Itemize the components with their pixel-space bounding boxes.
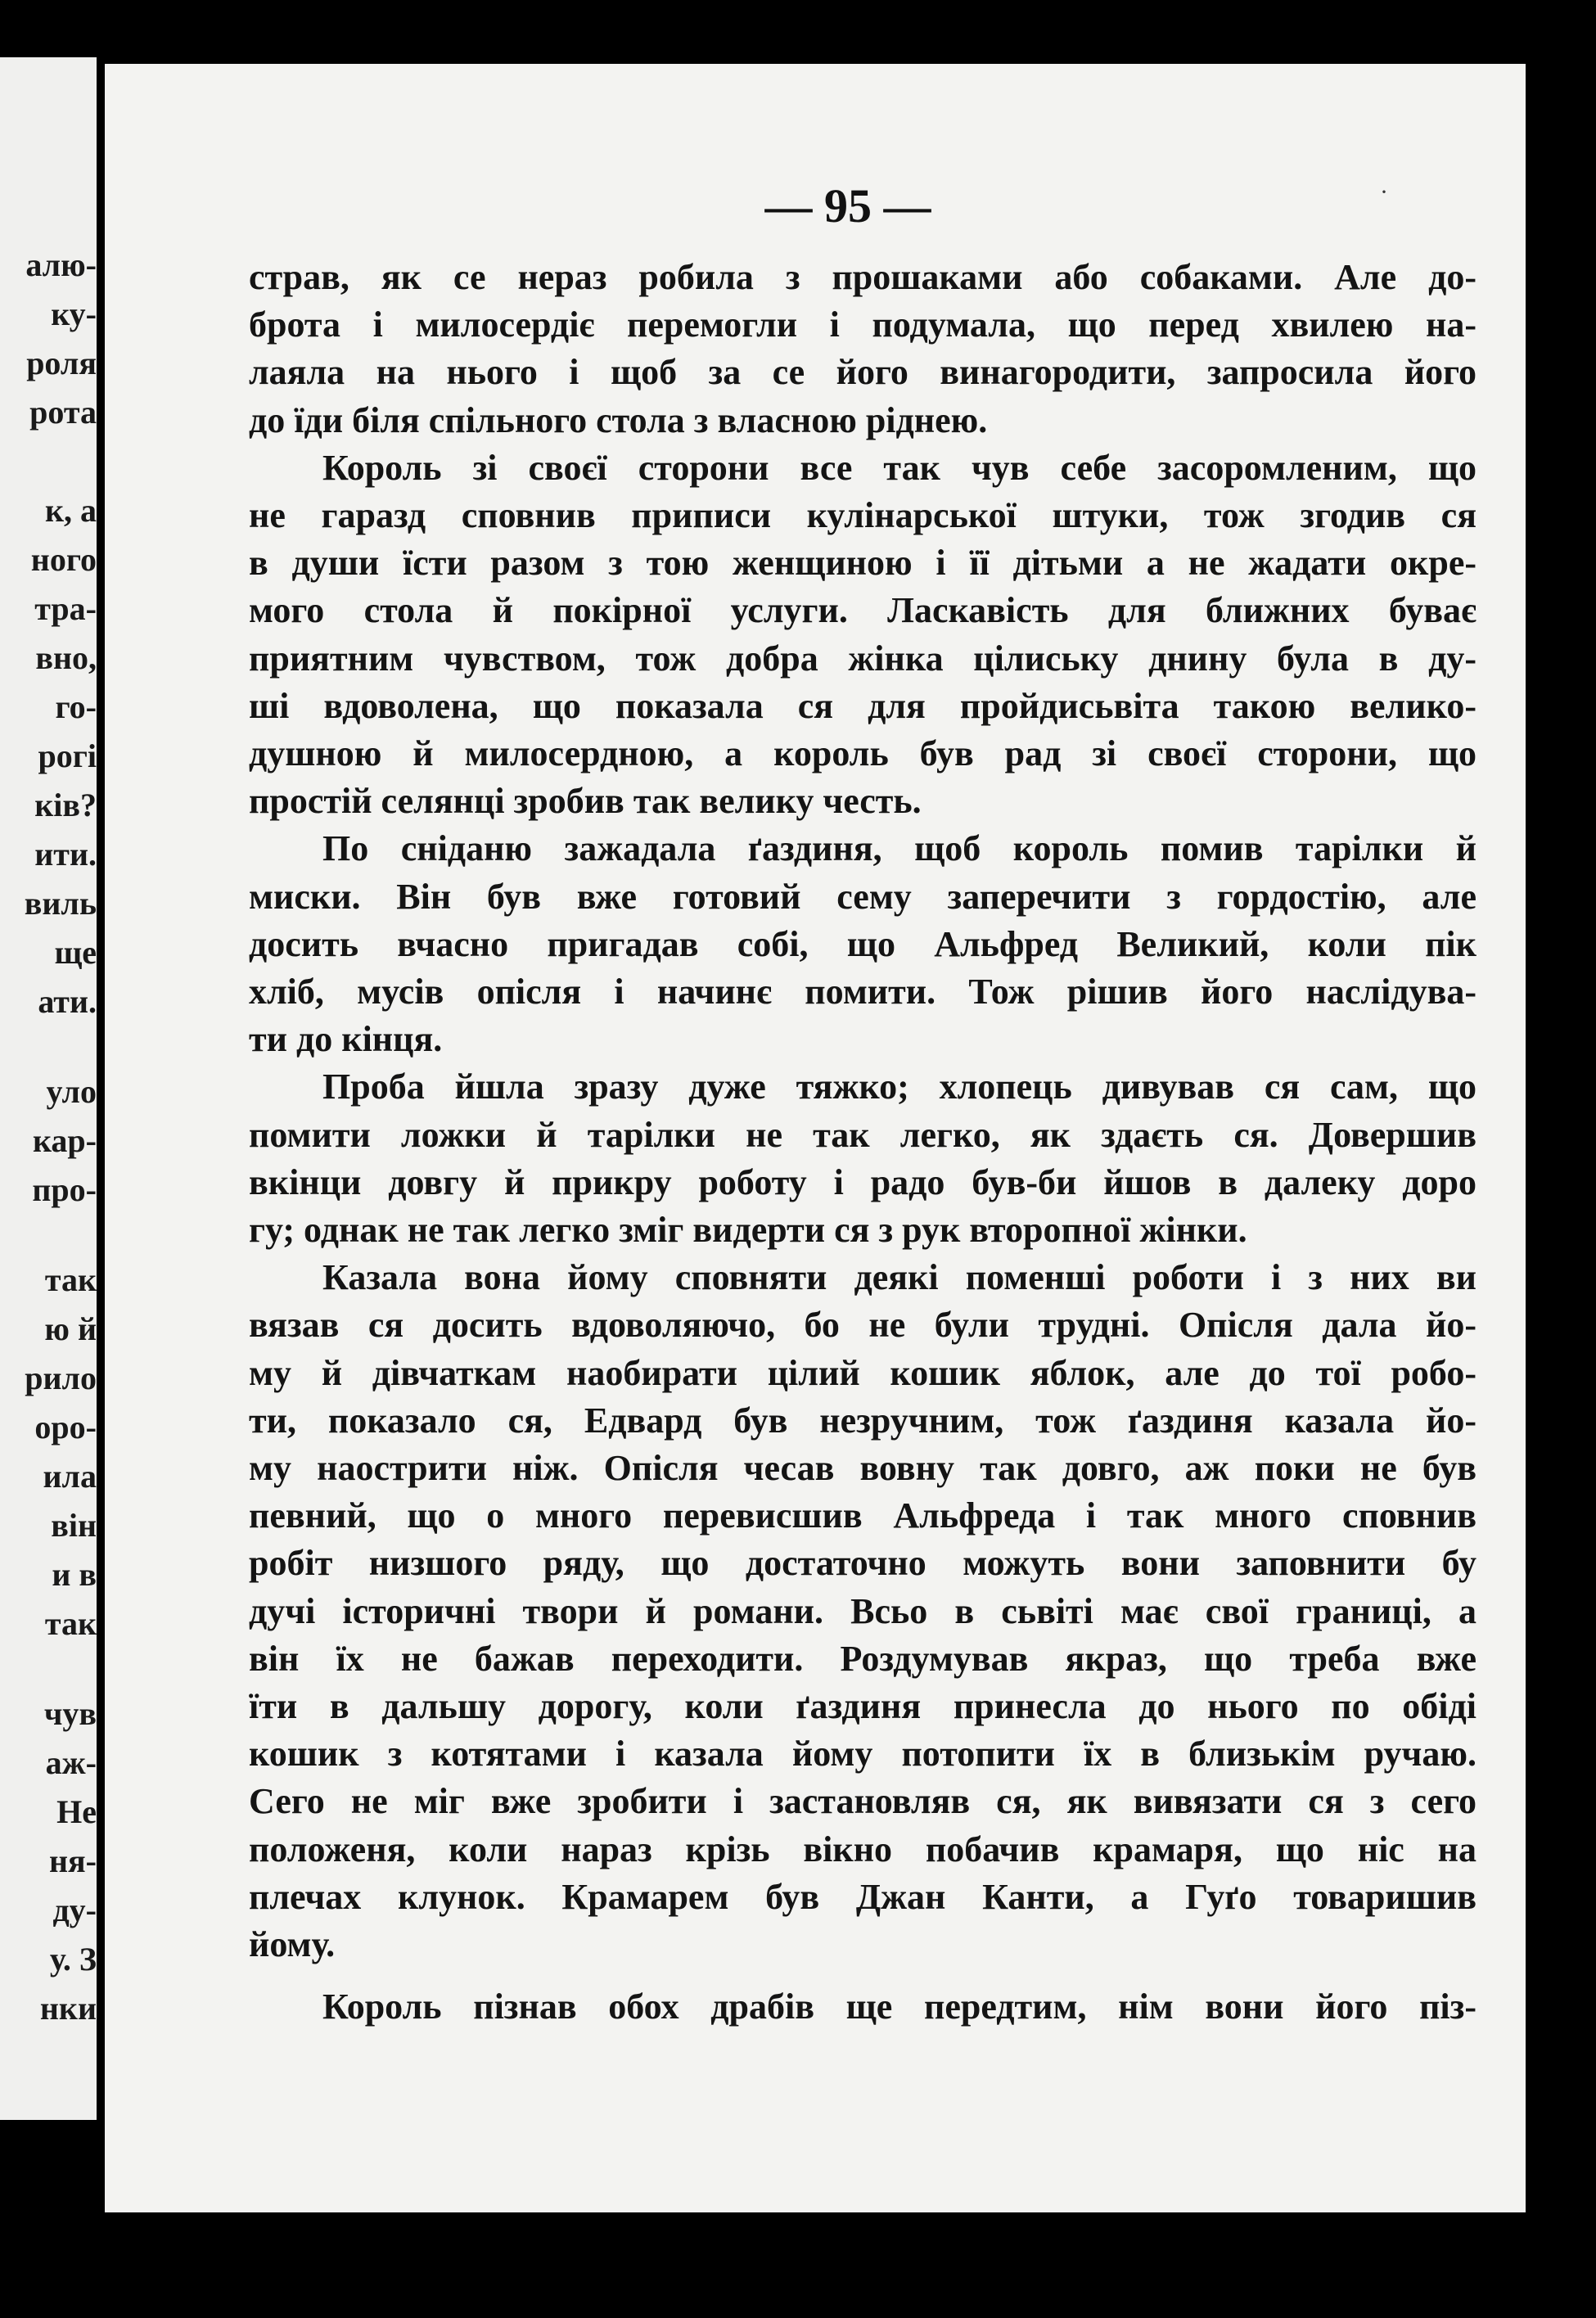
previous-page-fragment: рота <box>29 394 97 431</box>
previous-page-fragment: нки <box>39 1990 97 2027</box>
previous-page-fragment: у. З <box>49 1941 97 1978</box>
previous-page-fragment: кар- <box>32 1122 97 1159</box>
previous-page-edge <box>0 57 97 2120</box>
previous-page-fragment: чув <box>43 1695 97 1732</box>
previous-page-fragment: Не <box>56 1793 97 1830</box>
previous-page-fragment: він <box>51 1507 97 1544</box>
text-line: дучі історичні твори й романи. Всьо в сьвіті має свої границі, а <box>249 1591 1477 1631</box>
text-line: певний, що о много перевисшив Альфреда і так много сповнив <box>249 1495 1477 1536</box>
text-line: гу; однак не так легко зміг видерти ся з рук второпної жінки. <box>249 1210 1247 1250</box>
text-line: вкінци довгу й прикру роботу і радо був-би йшов в далеку доро <box>249 1162 1477 1202</box>
previous-page-fragment: ила <box>43 1458 97 1495</box>
text-line: брота і милосердіє перемогли і подумала, що перед хвилею на- <box>249 304 1477 345</box>
text-line: досить вчасно пригадав собі, що Альфред Великий, коли пік <box>249 924 1477 964</box>
previous-page-fragment: алю- <box>25 246 97 283</box>
previous-page-fragment: ку- <box>51 295 97 332</box>
previous-page-fragment: роля <box>26 345 97 381</box>
text-line: не гаразд сповнив приписи кулінарської штуки, тож згодив ся <box>249 495 1477 535</box>
text-line: му й дівчаткам наобирати цілий кошик яблок, але до тої робо- <box>249 1353 1477 1393</box>
text-line: положеня, коли нараз крізь вікно побачив крамаря, що ніс на <box>249 1829 1477 1869</box>
text-line: Король пізнав обох драбів ще передтим, нім вони його піз- <box>322 1987 1477 2027</box>
page-number: — 95 — <box>764 179 931 232</box>
text-line: му наострити ніж. Опісля чесав вовну так довго, аж поки не був <box>249 1448 1477 1488</box>
previous-page-fragment: виль <box>24 885 97 922</box>
text-line: душною й милосердною, а король був рад зі своєї сторони, що <box>249 733 1477 773</box>
previous-page-fragment: ду- <box>52 1892 97 1928</box>
text-line: лаяла на нього і щоб за се його винагородити, запросила його <box>249 352 1477 392</box>
text-line: По сніданю зажадала ґаздиня, щоб король помив тарілки й <box>322 828 1477 868</box>
text-line: приятним чувством, тож добра жінка цілиську днину була в ду- <box>249 638 1477 679</box>
previous-page-fragment: ще <box>54 934 97 971</box>
text-line: йому. <box>249 1924 336 1964</box>
previous-page-fragment: ити. <box>34 836 97 873</box>
previous-page-fragment: рогі <box>38 737 97 774</box>
text-line: Король зі своєї сторони все так чув себе засоромленим, що <box>322 448 1477 488</box>
text-line: робіт низшого ряду, що достаточно можуть вони заповнити бу <box>249 1543 1477 1583</box>
previous-page-fragment: тра- <box>34 590 97 627</box>
text-line: мого стола й покірної услуги. Ласкавість для ближних буває <box>249 590 1477 630</box>
text-line: кошик з котятами і казала йому потопити їх в близькім ручаю. <box>249 1734 1477 1774</box>
text-line: хліб, мусів опісля і начинє помити. Тож рішив його наслідува- <box>249 972 1477 1012</box>
previous-page-fragment: ю й <box>44 1310 97 1347</box>
text-line: миски. Він був вже готовий сему заперечити з гордостію, але <box>249 877 1477 917</box>
previous-page-fragment: ного <box>30 541 97 578</box>
text-line: помити ложки й тарілки не так легко, як здаєть ся. Довершив <box>249 1115 1477 1155</box>
previous-page-fragment: так <box>44 1605 97 1642</box>
previous-page-fragment: и в <box>52 1556 97 1593</box>
previous-page-fragment: ати. <box>38 983 97 1020</box>
previous-page-fragment: ків? <box>34 787 97 823</box>
text-line: до їди біля спільного стола з власною ріднею. <box>249 400 988 440</box>
text-line: плечах клунок. Крамарем був Джан Канти, а Гуґо товаришив <box>249 1877 1477 1917</box>
previous-page-fragment: ня- <box>48 1842 97 1879</box>
text-line: простій селянці зробив так велику честь. <box>249 781 922 821</box>
text-line: Сего не міг вже зробити і застановляв ся, як вивязати ся з сего <box>249 1781 1477 1821</box>
text-line: в души їсти разом з тою женщиною і її дітьми а не жадати окре- <box>249 543 1477 583</box>
previous-page-fragment: уло <box>46 1073 97 1110</box>
text-line: ти до кінця. <box>249 1019 443 1059</box>
text-line: їти в дальшу дорогу, коли ґаздиня принесла до нього по обіді <box>249 1686 1477 1726</box>
text-line: ші вдоволена, що показала ся для пройдисьвіта такою велико- <box>249 686 1477 726</box>
previous-page-fragment: рило <box>25 1360 97 1396</box>
previous-page-fragment: аж- <box>45 1744 97 1781</box>
text-line: він їх не бажав переходити. Роздумував якраз, що треба вже <box>249 1639 1477 1679</box>
previous-page-fragment: про- <box>32 1171 97 1208</box>
previous-page-fragment: к, а <box>44 492 97 529</box>
previous-page-fragment: вно, <box>35 639 97 676</box>
text-line: страв, як се нераз робила з прошаками або собаками. Але до- <box>249 257 1477 297</box>
text-line: вязав ся досить вдоволяючо, бо не були трудні. Опісля дала йо- <box>249 1305 1477 1345</box>
previous-page-fragment: го- <box>55 688 97 725</box>
book-page <box>97 64 1526 2212</box>
previous-page-fragment: так <box>44 1261 97 1298</box>
text-line: Казала вона йому сповняти деякі поменші роботи і з них ви <box>322 1257 1477 1297</box>
text-line: Проба йшла зразу дуже тяжко; хлопець дивував ся сам, що <box>322 1067 1477 1107</box>
text-line: ти, показало ся, Едвард був незручним, тож ґаздиня казала йо- <box>249 1400 1477 1441</box>
previous-page-fragment: оро- <box>34 1409 97 1445</box>
speck-mark: · <box>1380 178 1388 205</box>
